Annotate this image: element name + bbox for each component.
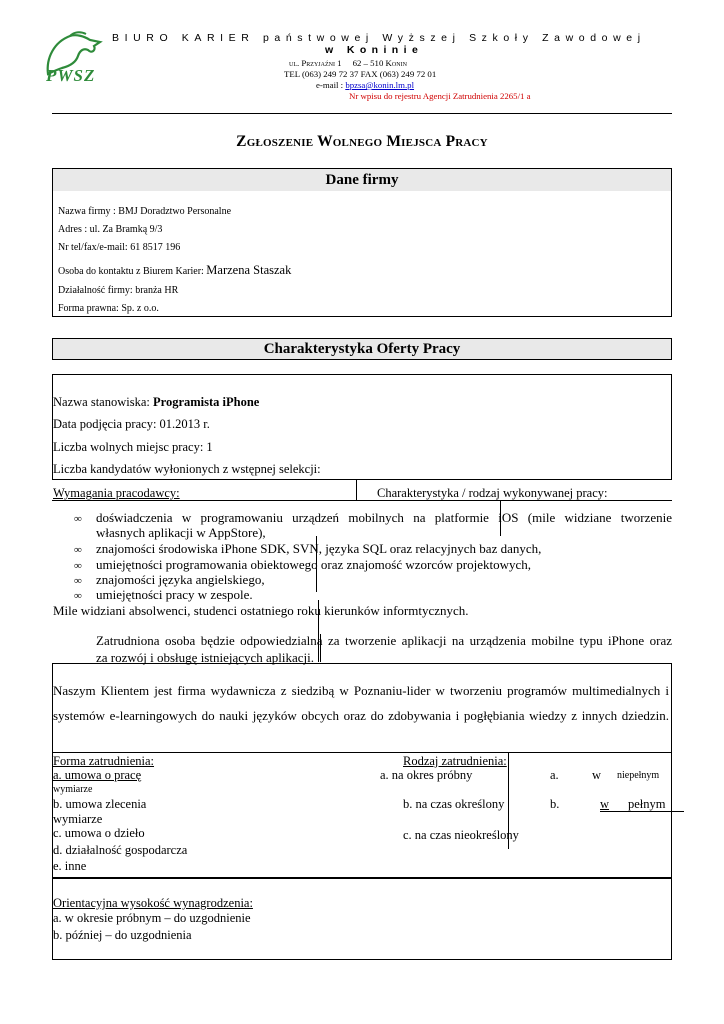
address-city: 62 – 510 Konin <box>352 58 407 68</box>
form-option-b[interactable]: b. umowa zlecenia <box>53 797 147 811</box>
offer-heading: Charakterystyka Oferty Pracy <box>52 338 672 360</box>
start-date: Data podjęcia pracy: 01.2013 r. <box>53 417 210 431</box>
req-divider <box>52 500 672 501</box>
requirement-item: umiejętności programowania obiektowego oraz znajomość wzorców projektowych, <box>96 557 531 572</box>
type-option-b[interactable]: b. na czas określony <box>403 797 505 811</box>
form-option-e[interactable]: e. inne <box>53 859 87 873</box>
requirement-item: umiejętności pracy w zespole. <box>96 587 253 602</box>
contact-name: Marzena Staszak <box>206 263 292 277</box>
requirement-item: znajomości języka angielskiego, <box>96 572 265 587</box>
email-link[interactable]: bpzsa@konin.lm.pl <box>345 80 415 90</box>
type-option-a[interactable]: a. na okres próbny <box>380 768 473 782</box>
company-heading: Dane firmy <box>53 169 671 191</box>
employment-box <box>52 753 672 878</box>
form-option-d[interactable]: d. działalność gospodarcza <box>53 843 188 857</box>
company-legal-form: Forma prawna: Sp. z o.o. <box>58 303 159 314</box>
dimension-b-w: w <box>600 797 610 811</box>
bullet-icon: ∞ <box>74 590 82 602</box>
welcome-note: Mile widziani absolwenci, studenci ostatniego roku kierunków informtycznych. <box>53 603 469 618</box>
dimension-b-underline <box>600 811 684 812</box>
email-label: e-mail : <box>316 80 346 90</box>
header-divider <box>52 113 672 114</box>
bullet-icon: ∞ <box>74 544 82 556</box>
bullet-icon: ∞ <box>74 575 82 587</box>
pwsz-logo <box>40 28 108 88</box>
header-institution: BIURO KARIER państwowej Wyższej Szkoły Zawodowej <box>112 32 646 44</box>
company-contact <box>58 263 291 278</box>
company-address: Adres : ul. Za Bramką 9/3 <box>58 224 163 235</box>
dimension-a-label[interactable]: niepełnym <box>617 770 660 781</box>
header-city: w Koninie <box>325 44 424 56</box>
responsibility-line-2: za rozwój i obsługę istniejących aplikacji. <box>96 650 315 665</box>
requirement-item: doświadczenia w programowaniu urządzeń mobilnych na platformie iOS (mile widziane tworzenie <box>96 510 672 525</box>
company-phone: Nr tel/fax/e-mail: 61 8517 196 <box>58 242 181 253</box>
requirement-item-cont: własnych aplikacji w AppStore), <box>96 525 266 540</box>
form-option-a-label: a. umowa o pracę <box>53 768 142 782</box>
bullet-icon: ∞ <box>74 560 82 572</box>
type-option-c[interactable]: c. na czas nieokreślony <box>403 828 519 842</box>
salary-header: Orientacyjna wysokość wynagrodzenia: <box>53 896 253 910</box>
salary-trial: a. w okresie próbnym – do uzgodnienie <box>53 911 251 925</box>
phone-line: TEL (063) 249 72 37 FAX (063) 249 72 01 <box>284 69 437 79</box>
responsibility-line-1: Zatrudniona osoba będzie odpowiedzialna za tworzenie aplikacji na urządzenia mobilne typu iPhone oraz <box>96 633 672 648</box>
logo-text: PWSZ <box>46 66 96 85</box>
requirement-item: znajomości środowiska iPhone SDK, SVN, języka SQL oraz relacyjnych baz danych, <box>96 541 542 556</box>
candidates: Liczba kandydatów wyłonionych z wstępnej selekcji: <box>53 462 321 476</box>
dimension-a-w: w <box>592 768 602 782</box>
dimension-a-letter: a. <box>550 768 559 782</box>
email-line <box>316 80 414 90</box>
position-line <box>53 395 259 410</box>
dimension-b-label[interactable]: pełnym <box>628 797 666 811</box>
dimension-b-letter: b. <box>550 797 560 811</box>
position-label: Nazwa stanowiska: <box>53 395 153 409</box>
address-line <box>289 58 407 68</box>
form-option-a-dimension: wymiarze <box>53 784 93 795</box>
client-line-1: Naszym Klientem jest firma wydawnicza z siedzibą w Poznaniu-lider w tworzeniu programów multimedialnych i <box>53 683 669 698</box>
address-street: ul. Przyjaźni 1 <box>289 58 342 68</box>
form-header: Forma zatrudnienia: <box>53 754 155 768</box>
form-option-c[interactable]: c. umowa o dzieło <box>53 826 145 840</box>
company-activity: Działalność firmy: branża HR <box>58 285 179 296</box>
client-line-2: systemów e-learningowych do nauki języków obcych oraz do zdobywania i pogłębiania wiedzy z innych dziedzin. <box>53 708 669 723</box>
requirements-header: Wymagania pracodawcy: <box>53 486 180 500</box>
contact-label: Osoba do kontaktu z Biurem Karier: <box>58 266 207 277</box>
bullet-icon: ∞ <box>74 513 82 525</box>
job-characteristics-header: Charakterystyka / rodzaj wykonywanej pracy: <box>377 486 608 500</box>
position-value: Programista iPhone <box>152 395 260 409</box>
form-option-b-dimension: wymiarze <box>53 812 103 826</box>
vacancies: Liczba wolnych miejsc pracy: 1 <box>53 440 213 454</box>
company-name: Nazwa firmy : BMJ Doradztwo Personalne <box>58 206 232 217</box>
salary-later: b. później – do uzgodnienia <box>53 928 192 942</box>
type-header: Rodzaj zatrudnienia: <box>403 754 507 768</box>
req-col-divider <box>356 480 357 500</box>
page-title: Zgłoszenie Wolnego Miejsca Pracy <box>236 133 488 150</box>
form-option-a[interactable] <box>53 768 141 783</box>
registry-number: Nr wpisu do rejestru Agencji Zatrudnienia 2265/1 a <box>349 91 531 101</box>
